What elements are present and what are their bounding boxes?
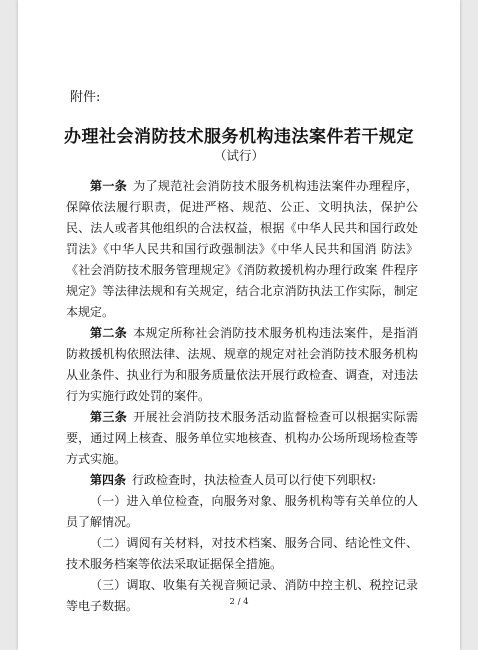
page-number: 2 / 4 (229, 597, 249, 607)
item-text: （二）调阅有关材料，对技术档案、服务合同、结论性文件、技术服务档案等依法采取证据保全措施。 (66, 536, 418, 571)
document-title: 办理社会消防技术服务机构违法案件若干规定 (64, 127, 414, 147)
article-3 (66, 407, 418, 470)
list-item (66, 491, 418, 533)
article-text: 本规定所称社会消防技术服务机构违法案件，是指消防救援机构依照法律、法规、规章的规定对社会消防技术服务机构从业条件、执业行为和服务质量依法开展行政检查、调查，对违法行为实施行政处罚的案件。 (66, 326, 418, 403)
document-subtitle: （试行） (213, 148, 264, 163)
article-number: 第四条 (90, 473, 127, 487)
item-text: （三）调取、收集有关视音频记录、消防中控主机、税控记录等电子数据。 (66, 578, 418, 613)
article-2 (66, 323, 418, 407)
list-item (66, 575, 418, 617)
article-text: 为了规范社会消防技术服务机构违法案件办理程序，保障依法履行职责，促进严格、规范、公正、文明执法，保护公民、法人或者其他组织的合法权益，根据《中华人民共和国行政处罚法》《中华人民共和国行政强制法》《中华人民共和国消 防法》《社会消防技术服务管理规定》《消防救援机构办理行政案 件程序规定》等法律法规和有关规定，结合北京消防执法工作实际，制定本规定。 (66, 179, 418, 319)
article-text: 开展社会消防技术服务活动监督检查可以根据实际需要，通过网上核查、服务单位实地核查、机构办公场所现场检查等方式实施。 (66, 410, 418, 466)
item-text: （一）进入单位检查，向服务对象、服务机构等有关单位的人员了解情况。 (66, 494, 418, 529)
article-number: 第一条 (90, 179, 128, 193)
document-page (18, 0, 460, 650)
article-4 (66, 470, 418, 491)
annex-label: 附件: (70, 90, 101, 105)
list-item (66, 533, 418, 575)
article-text: 行政检查时，执法检查人员可以行使下列职权: (132, 473, 377, 487)
article-number: 第二条 (90, 326, 128, 340)
article-1 (66, 176, 418, 323)
article-number: 第三条 (90, 410, 128, 424)
document-body (66, 176, 418, 617)
